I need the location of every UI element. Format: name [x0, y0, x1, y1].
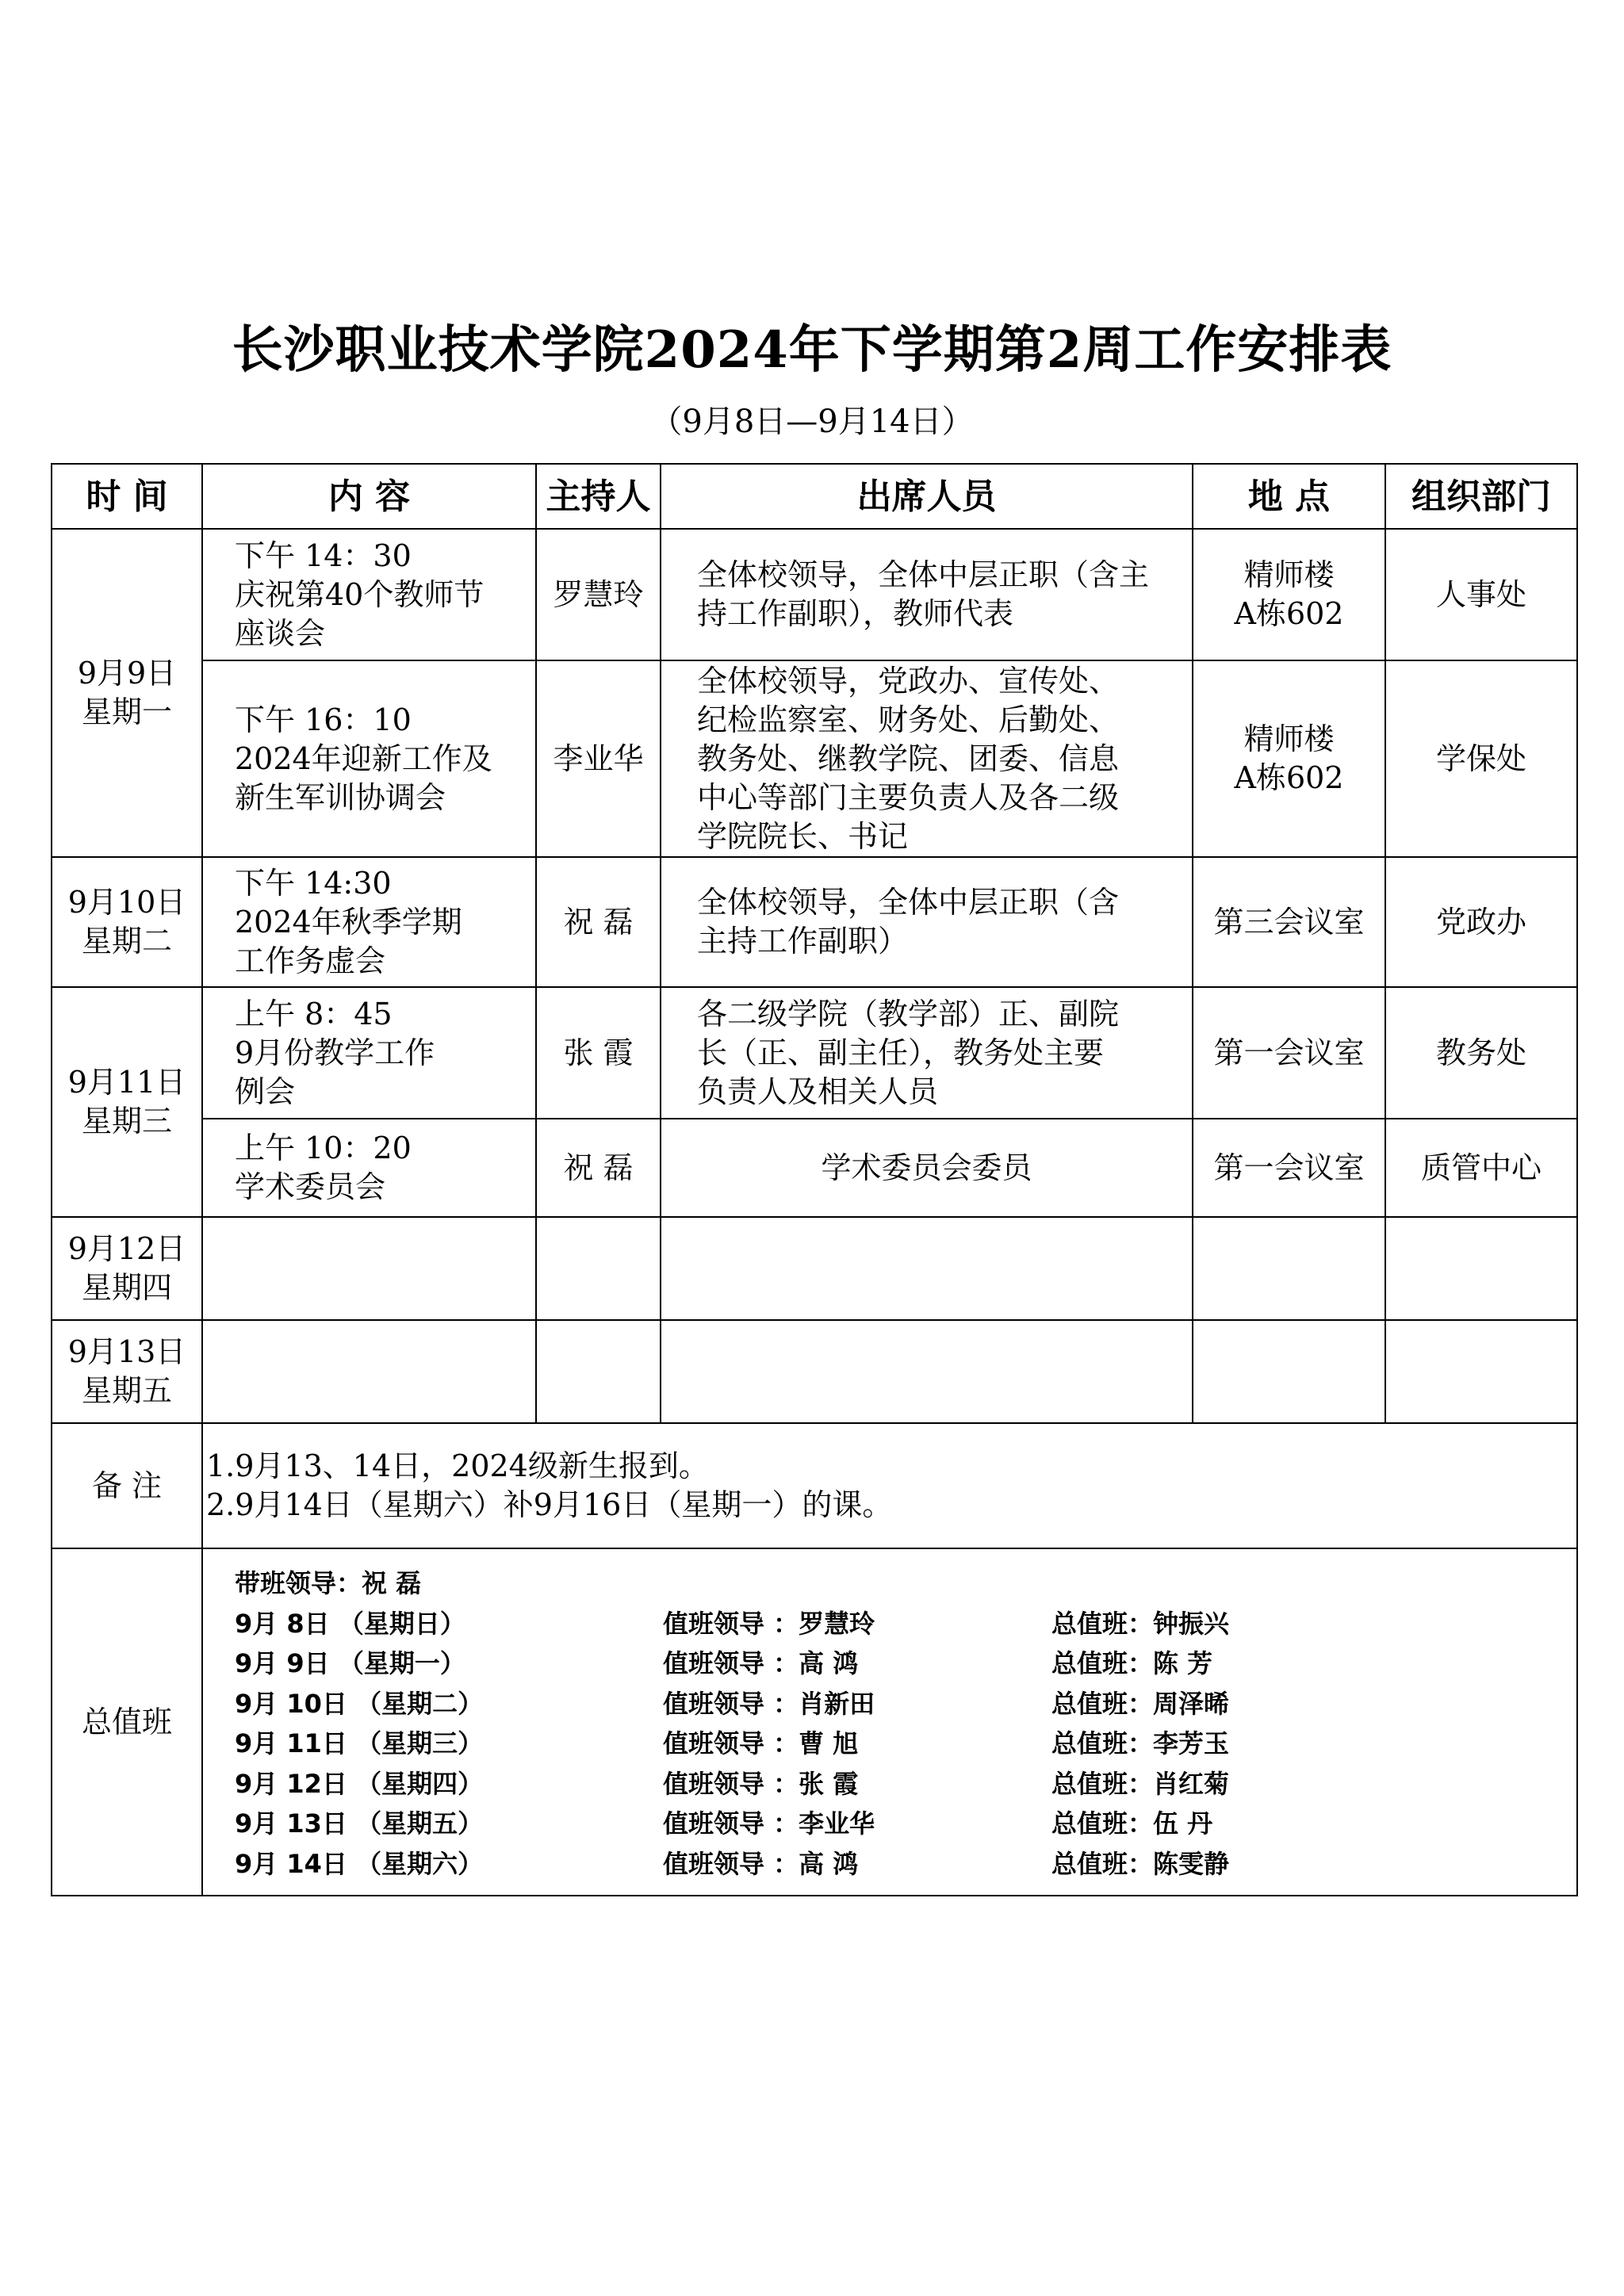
header-attendees: 出席人员	[661, 464, 1193, 529]
empty-cell	[202, 1320, 536, 1423]
list-item: 9月 11日 （星期三） 值班领导 ：曹 旭 总值班：李芳玉	[235, 1728, 1230, 1758]
empty-cell	[536, 1217, 661, 1320]
event-location: 第三会议室	[1193, 857, 1385, 987]
note-item: 1.9月13、14日，2024级新生报到。	[206, 1448, 709, 1483]
event-content: 下午 14：30 庆祝第40个教师节 座谈会	[202, 529, 536, 660]
day-weekday: 星期四	[81, 1270, 172, 1305]
day-cell	[52, 857, 202, 987]
event-host: 罗慧玲	[536, 529, 661, 660]
event-attendees: 全体校领导，全体中层正职（含主 持工作副职），教师代表	[661, 529, 1193, 660]
empty-cell	[661, 1320, 1193, 1423]
event-content: 下午 14:30 2024年秋季学期 工作务虚会	[202, 857, 536, 987]
event-host: 祝 磊	[536, 1119, 661, 1217]
event-dept: 教务处	[1385, 987, 1577, 1119]
empty-cell	[1193, 1320, 1385, 1423]
event-attendees: 学术委员会委员	[661, 1119, 1193, 1217]
header-location: 地 点	[1193, 464, 1385, 529]
event-location: 第一会议室	[1193, 1119, 1385, 1217]
header-dept: 组织部门	[1385, 464, 1577, 529]
event-host: 张 霞	[536, 987, 661, 1119]
event-attendees: 全体校领导，党政办、宣传处、 纪检监察室、财务处、后勤处、 教务处、继教学院、团委、信息 中心等部门主要负责人及各二级 学院院长、书记	[661, 660, 1193, 857]
day-cell	[52, 1217, 202, 1320]
event-host: 祝 磊	[536, 857, 661, 987]
event-dept: 质管中心	[1385, 1119, 1577, 1217]
empty-cell	[1385, 1217, 1577, 1320]
header-host: 主持人	[536, 464, 661, 529]
empty-cell	[1385, 1320, 1577, 1423]
notes-row	[52, 1423, 1577, 1548]
empty-cell	[536, 1320, 661, 1423]
list-item: 9月 9日 （星期一） 值班领导 ：高 鸿 总值班：陈 芳	[235, 1648, 1213, 1678]
event-dept: 学保处	[1385, 660, 1577, 857]
list-item: 9月 14日 （星期六） 值班领导 ：高 鸿 总值班：陈雯静	[235, 1848, 1230, 1879]
header-time: 时 间	[52, 464, 202, 529]
day-date: 9月13日	[67, 1334, 186, 1369]
day-date: 9月12日	[67, 1231, 186, 1266]
event-attendees: 各二级学院（教学部）正、副院 长（正、副主任），教务处主要 负责人及相关人员	[661, 987, 1193, 1119]
day-weekday: 星期五	[81, 1373, 172, 1408]
day-date: 9月9日	[77, 656, 177, 691]
table-row	[52, 1320, 1577, 1423]
day-date: 9月10日	[67, 885, 186, 920]
table-row	[52, 1119, 1577, 1217]
day-weekday: 星期三	[81, 1104, 172, 1138]
event-location: 精师楼 A栋602	[1193, 660, 1385, 857]
empty-cell	[661, 1217, 1193, 1320]
table-row	[52, 529, 1577, 660]
list-item: 9月 8日 （星期日） 值班领导 ：罗慧玲 总值班：钟振兴	[235, 1608, 1230, 1639]
duty-roster	[203, 1549, 1576, 1895]
schedule-table	[51, 463, 1578, 1896]
list-item: 9月 13日 （星期五） 值班领导 ：李业华 总值班：伍 丹	[235, 1808, 1213, 1839]
duty-lead: 带班领导：祝 磊	[235, 1568, 422, 1598]
header-content: 内 容	[202, 464, 536, 529]
event-attendees: 全体校领导，全体中层正职（含 主持工作副职）	[661, 857, 1193, 987]
header-row	[52, 464, 1577, 529]
table-row	[52, 857, 1577, 987]
note-item: 2.9月14日（星期六）补9月16日（星期一）的课。	[206, 1487, 893, 1522]
event-host: 李业华	[536, 660, 661, 857]
event-content: 上午 8：45 9月份教学工作 例会	[202, 987, 536, 1119]
event-content: 下午 16：10 2024年迎新工作及 新生军训协调会	[202, 660, 536, 857]
table-row	[52, 1217, 1577, 1320]
event-dept: 党政办	[1385, 857, 1577, 987]
event-location: 精师楼 A栋602	[1193, 529, 1385, 660]
list-item: 9月 12日 （星期四） 值班领导 ：张 霞 总值班：肖红菊	[235, 1768, 1230, 1799]
notes-label: 备 注	[52, 1423, 202, 1548]
duty-label: 总值班	[52, 1548, 202, 1896]
day-cell	[52, 987, 202, 1217]
day-date: 9月11日	[67, 1065, 186, 1100]
event-dept: 人事处	[1385, 529, 1577, 660]
table-row	[52, 987, 1577, 1119]
table-row	[52, 660, 1577, 857]
empty-cell	[1193, 1217, 1385, 1320]
page-title: 长沙职业技术学院2024年下学期第2周工作安排表	[232, 320, 1392, 380]
duty-content	[202, 1548, 1577, 1896]
day-cell	[52, 1320, 202, 1423]
empty-cell	[202, 1217, 536, 1320]
notes-content	[202, 1423, 1577, 1548]
date-range-subtitle: （9月8日—9月14日）	[650, 404, 974, 440]
day-cell	[52, 529, 202, 857]
event-content: 上午 10：20 学术委员会	[202, 1119, 536, 1217]
duty-row	[52, 1548, 1577, 1896]
event-location: 第一会议室	[1193, 987, 1385, 1119]
day-weekday: 星期一	[81, 695, 172, 729]
day-weekday: 星期二	[81, 924, 172, 959]
list-item: 9月 10日 （星期二） 值班领导 ：肖新田 总值班：周泽晞	[235, 1688, 1230, 1719]
